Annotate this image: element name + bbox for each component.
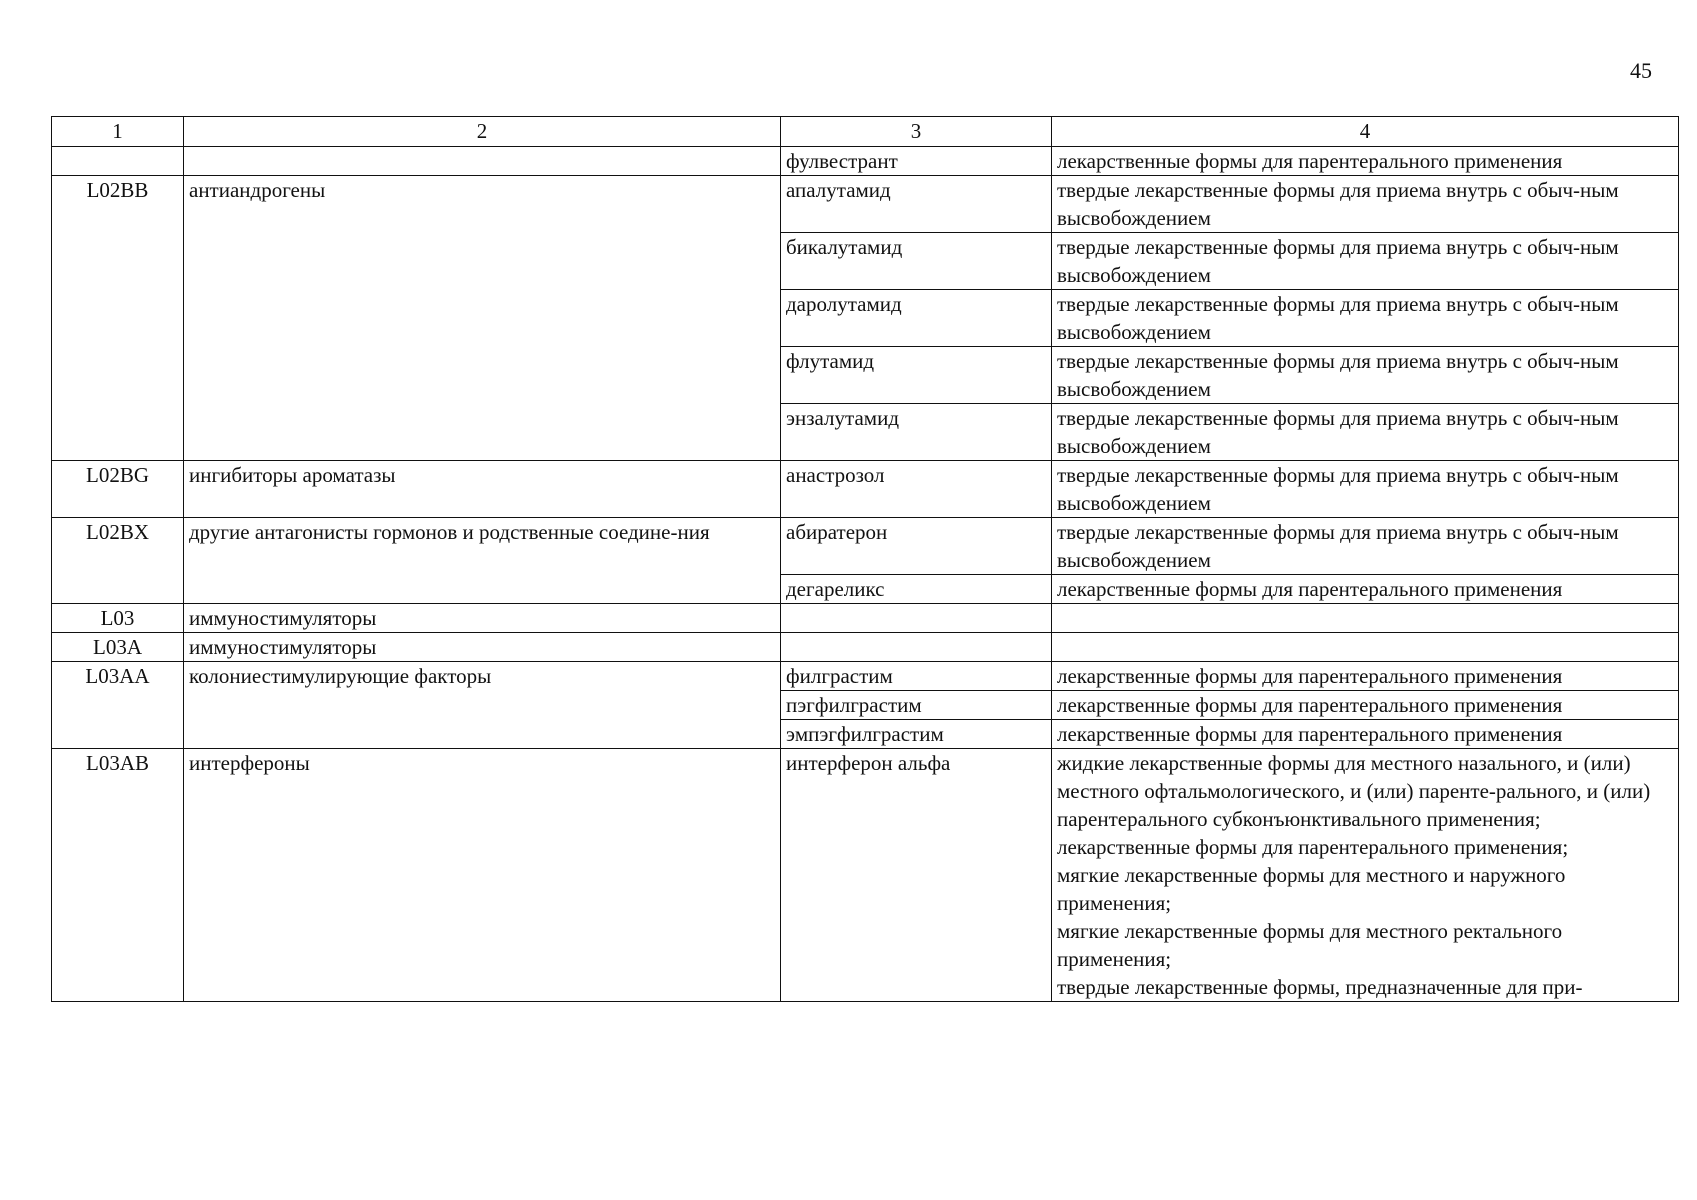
dosage-forms-cell: [1052, 147, 1679, 176]
group-name-cell: интерфероны: [184, 749, 781, 1002]
dosage-form-text: твердые лекарственные формы, предназначенные для при-: [1057, 975, 1583, 999]
drug-name-cell: даролутамид: [781, 290, 1052, 347]
dosage-form-text: лекарственные формы для парентерального применения;: [1057, 835, 1569, 859]
dosage-forms-cell: [1052, 290, 1679, 347]
drug-name-cell: энзалутамид: [781, 404, 1052, 461]
dosage-forms-cell: [1052, 461, 1679, 518]
dosage-form-text: твердые лекарственные формы для приема внутрь с обыч-ным высвобождением: [1057, 349, 1619, 401]
dosage-forms-cell: [1052, 633, 1679, 662]
header-cell-1: 1: [52, 117, 184, 147]
dosage-form-text: мягкие лекарственные формы для местного ректального применения;: [1057, 919, 1563, 971]
table-row: [52, 176, 1679, 233]
group-name-cell: колониестимулирующие факторы: [184, 662, 781, 749]
dosage-form-text: твердые лекарственные формы для приема внутрь с обыч-ным высвобождением: [1057, 520, 1619, 572]
header-cell-2: 2: [184, 117, 781, 147]
drug-name-cell: абиратерон: [781, 518, 1052, 575]
table-row: [52, 604, 1679, 633]
drug-name-cell: флутамид: [781, 347, 1052, 404]
drug-name-cell: [781, 604, 1052, 633]
dosage-form-text: лекарственные формы для парентерального применения: [1057, 693, 1563, 717]
dosage-form-text: твердые лекарственные формы для приема внутрь с обыч-ным высвобождением: [1057, 178, 1619, 230]
dosage-forms-cell: [1052, 233, 1679, 290]
atc-code-cell: L03AA: [52, 662, 184, 749]
drug-name-cell: [781, 633, 1052, 662]
drug-name-cell: филграстим: [781, 662, 1052, 691]
dosage-form-text: лекарственные формы для парентерального применения: [1057, 149, 1563, 173]
drug-name-cell: дегареликс: [781, 575, 1052, 604]
table-row: [52, 461, 1679, 518]
atc-code-cell: L02BG: [52, 461, 184, 518]
drug-name-cell: пэгфилграстим: [781, 691, 1052, 720]
dosage-form-text: мягкие лекарственные формы для местного и наружного применения;: [1057, 863, 1566, 915]
atc-code-cell: L03: [52, 604, 184, 633]
table-row: [52, 662, 1679, 691]
group-name-cell: ингибиторы ароматазы: [184, 461, 781, 518]
dosage-form-text: лекарственные формы для парентерального применения: [1057, 664, 1563, 688]
atc-code-cell: L02BB: [52, 176, 184, 461]
group-name-cell: иммуностимуляторы: [184, 604, 781, 633]
group-name-cell: другие антагонисты гормонов и родственные соедине-ния: [184, 518, 781, 604]
dosage-form-text: твердые лекарственные формы для приема внутрь с обыч-ным высвобождением: [1057, 235, 1619, 287]
atc-code-cell: [52, 147, 184, 176]
dosage-forms-cell: [1052, 575, 1679, 604]
header-cell-3: 3: [781, 117, 1052, 147]
drug-list-table: [51, 116, 1679, 1002]
table-body: [52, 147, 1679, 1002]
table-row: [52, 518, 1679, 575]
dosage-forms-cell: [1052, 662, 1679, 691]
group-name-cell: иммуностимуляторы: [184, 633, 781, 662]
dosage-form-text: лекарственные формы для парентерального применения: [1057, 577, 1563, 601]
dosage-form-text: твердые лекарственные формы для приема внутрь с обыч-ным высвобождением: [1057, 463, 1619, 515]
table-row: [52, 633, 1679, 662]
dosage-forms-cell: [1052, 404, 1679, 461]
dosage-forms-cell: [1052, 720, 1679, 749]
drug-name-cell: эмпэгфилграстим: [781, 720, 1052, 749]
page-number: 45: [1630, 58, 1652, 83]
group-name-cell: антиандрогены: [184, 176, 781, 461]
drug-name-cell: интерферон альфа: [781, 749, 1052, 1002]
dosage-form-text: лекарственные формы для парентерального применения: [1057, 722, 1563, 746]
dosage-forms-cell: [1052, 691, 1679, 720]
group-name-cell: [184, 147, 781, 176]
table-row: [52, 749, 1679, 1002]
atc-code-cell: L03A: [52, 633, 184, 662]
atc-code-cell: L03AB: [52, 749, 184, 1002]
dosage-forms-cell: [1052, 347, 1679, 404]
dosage-forms-cell: [1052, 749, 1679, 1002]
atc-code-cell: L02BX: [52, 518, 184, 604]
drug-name-cell: апалутамид: [781, 176, 1052, 233]
dosage-form-text: твердые лекарственные формы для приема внутрь с обыч-ным высвобождением: [1057, 292, 1619, 344]
table-row: [52, 147, 1679, 176]
header-row: [52, 117, 1679, 147]
drug-name-cell: анастрозол: [781, 461, 1052, 518]
dosage-forms-cell: [1052, 518, 1679, 575]
dosage-forms-cell: [1052, 604, 1679, 633]
drug-name-cell: фулвестрант: [781, 147, 1052, 176]
dosage-forms-cell: [1052, 176, 1679, 233]
dosage-form-text: твердые лекарственные формы для приема внутрь с обыч-ным высвобождением: [1057, 406, 1619, 458]
drug-name-cell: бикалутамид: [781, 233, 1052, 290]
header-cell-4: 4: [1052, 117, 1679, 147]
dosage-form-text: жидкие лекарственные формы для местного назального, и (или) местного офтальмологического, и (или) паренте-рального, и (или) парентерального субконъюнктивального применения;: [1057, 751, 1651, 831]
